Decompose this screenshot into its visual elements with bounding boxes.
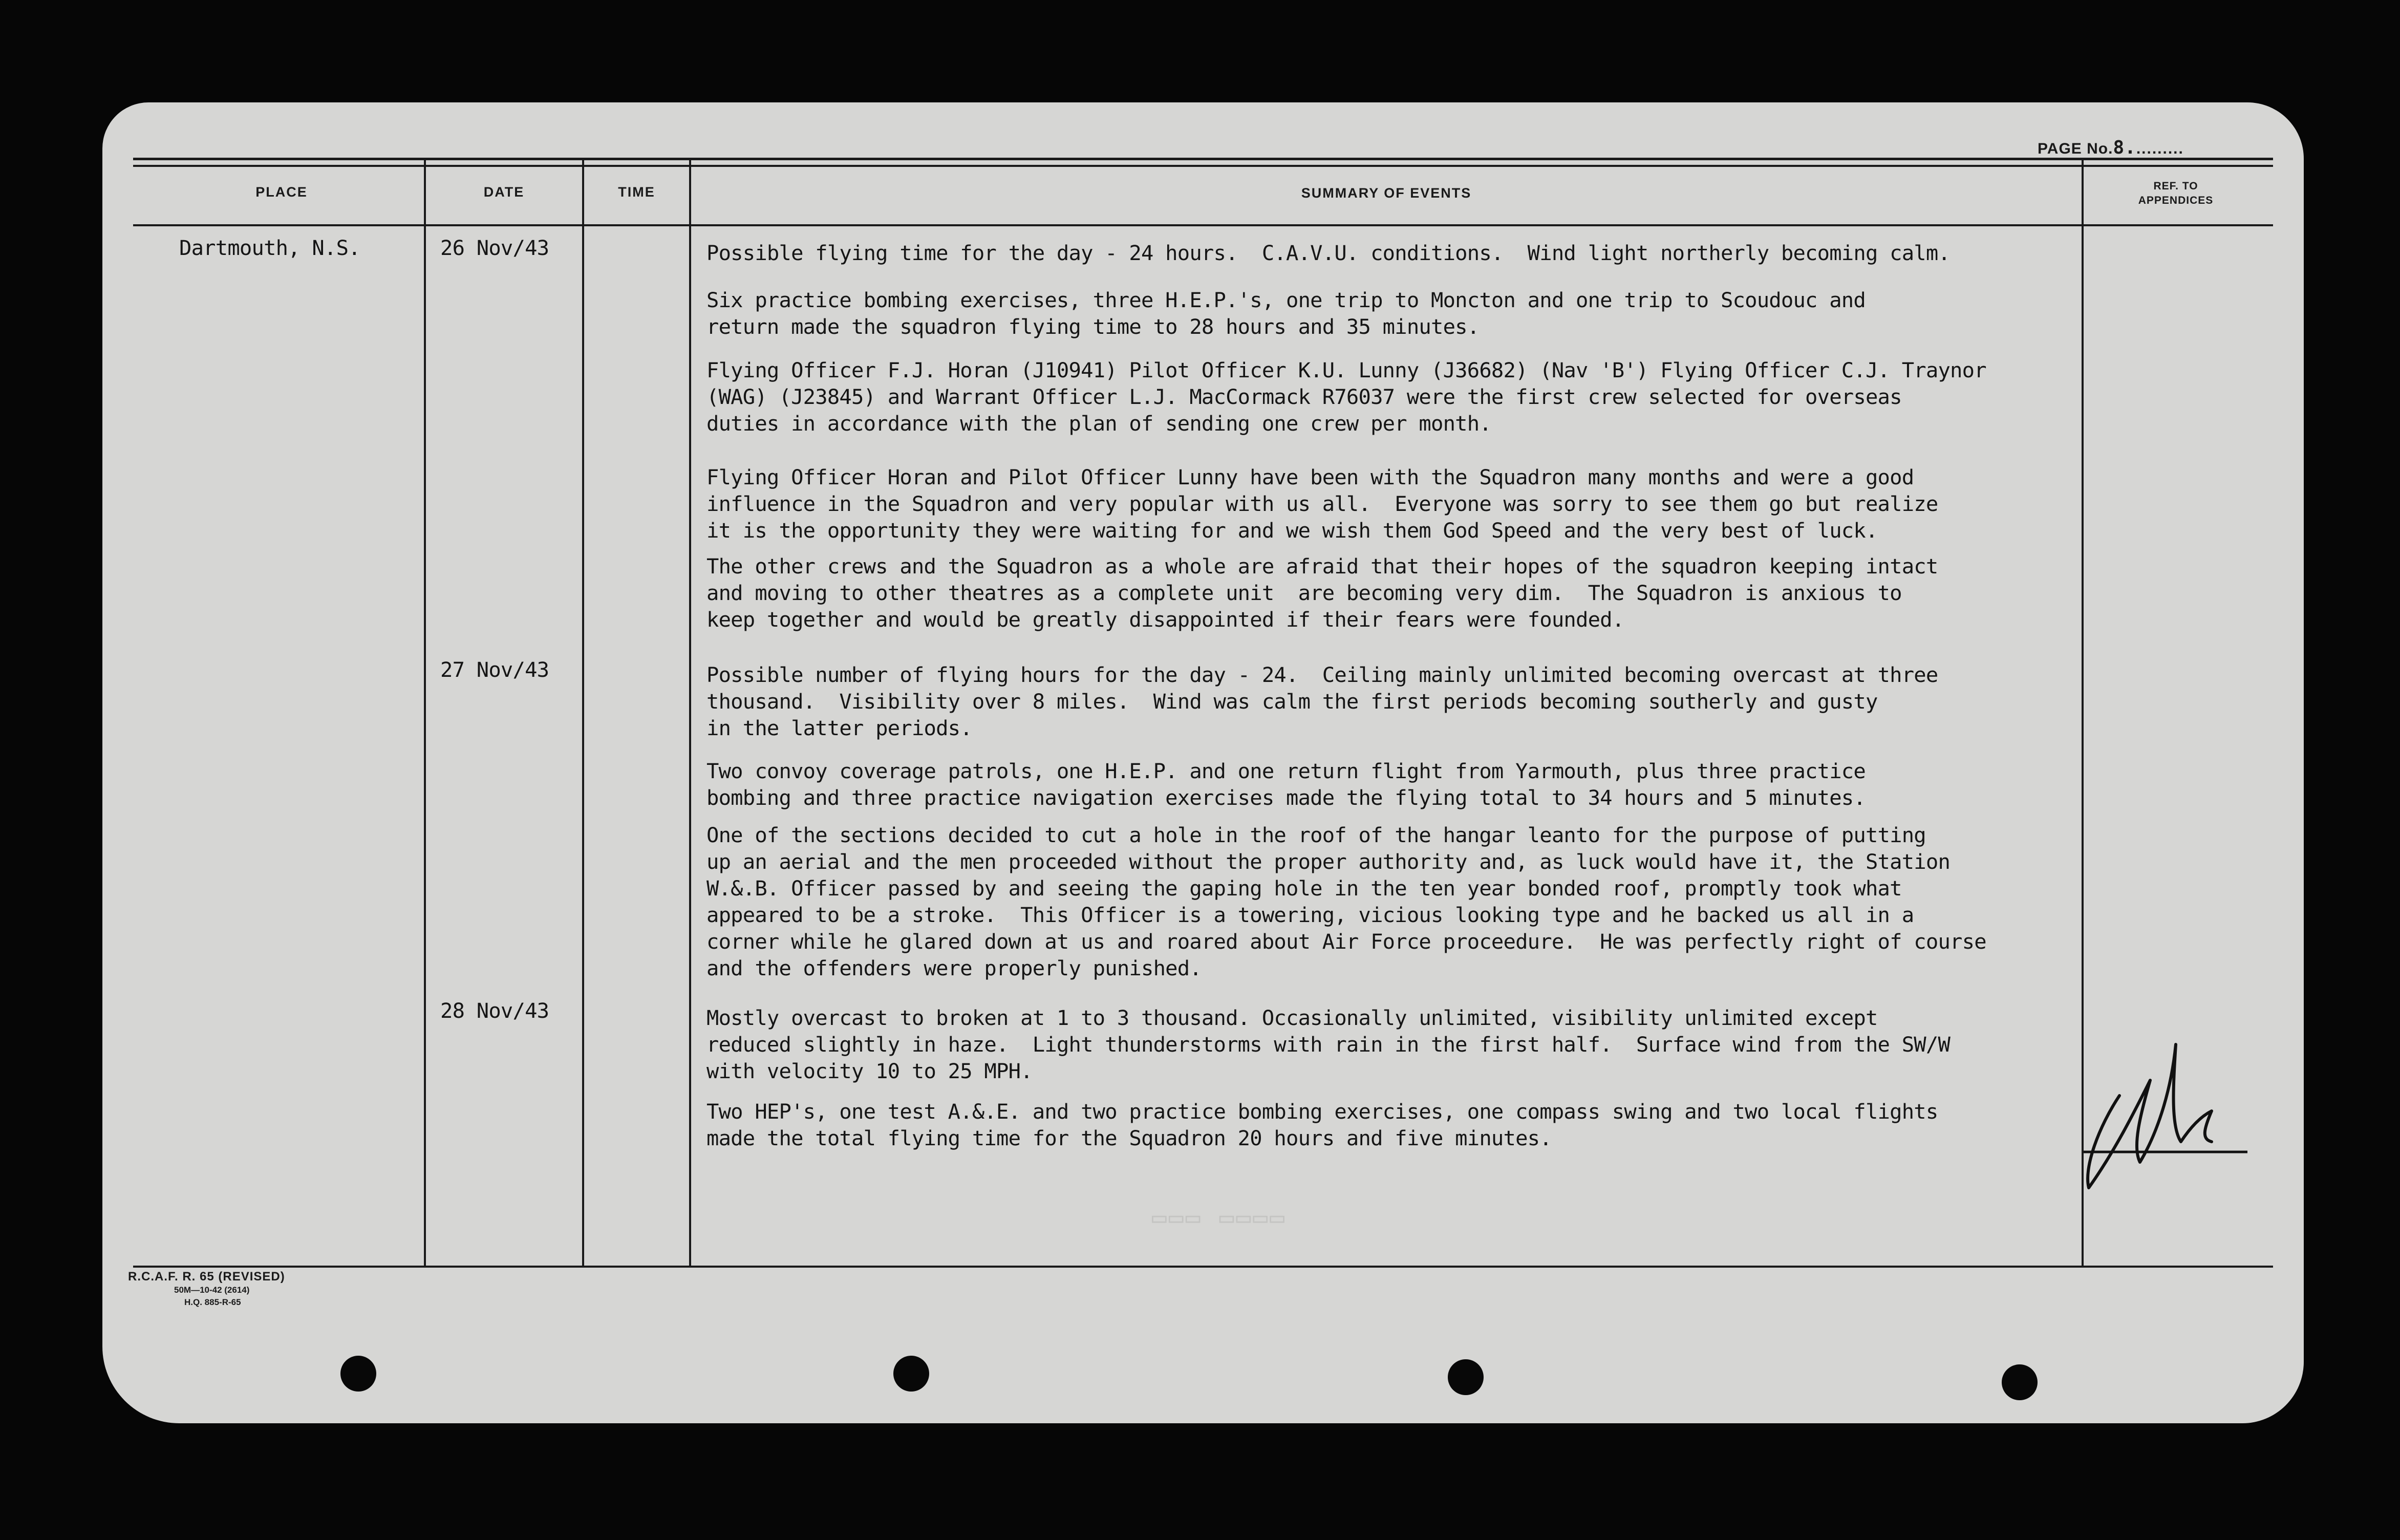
page-number-label: PAGE No. xyxy=(2038,140,2113,157)
form-hq-code: H.Q. 885-R-65 xyxy=(184,1297,241,1307)
top-rule xyxy=(133,158,2273,160)
handwritten-initials-signature xyxy=(2084,1034,2268,1208)
event-entry: Mostly overcast to broken at 1 to 3 thousand. Occasionally unlimited, visibility unlimited except reduced slightly in haze. Light thunderstorms with rain in the first half. Surface wind from the SW/W with velocity 10 to 25 MPH. xyxy=(706,1006,1951,1083)
place-cell: Dartmouth, N.S. xyxy=(179,236,360,260)
binder-hole xyxy=(1448,1359,1484,1395)
event-entry: Flying Officer Horan and Pilot Officer Lunny have been with the Squadron many months and were a good influence in the Squadron and very popular with us all. Everyone was sorry to see them go but realize it is the opportunity they were waiting for and we wish them God Speed and the very best of luck. xyxy=(706,465,1938,543)
binder-hole xyxy=(2002,1364,2038,1400)
column-header-ref-line2: APPENDICES xyxy=(2138,195,2214,206)
binder-hole xyxy=(340,1356,376,1392)
binder-hole xyxy=(893,1356,929,1392)
date-cell: 26 Nov/43 xyxy=(440,236,549,260)
time-divider xyxy=(689,160,691,1266)
event-entry: One of the sections decided to cut a hole in the roof of the hangar leanto for the purpose of putting up an aerial and the men proceeded without the proper authority and, as luck would have it, the Station W.&.B. Officer passed by and seeing the gaping hole in the ten year bonded roof, promptly took what appeared to be a stroke. This Officer is a towering, vicious looking type and he backed us all in a corner while he glared down at us and roared about Air Force proceedure. He was perfectly right of course and the offenders were properly punished. xyxy=(706,823,1986,980)
ghost-print-through: ▭▭▭ ▭▭▭▭ xyxy=(1152,1203,1287,1232)
place-divider xyxy=(424,160,426,1266)
column-header-place: PLACE xyxy=(255,184,308,200)
column-header-ref-line1: REF. TO xyxy=(2153,180,2198,192)
page-number-dots: ......... xyxy=(2136,140,2184,157)
column-header-summary: SUMMARY OF EVENTS xyxy=(1301,185,1472,201)
form-sheet xyxy=(102,102,2304,1423)
column-header-date: DATE xyxy=(483,184,525,200)
column-header-ref xyxy=(2084,179,2268,208)
form-code-footer xyxy=(128,1270,285,1309)
event-entry: Possible number of flying hours for the day - 24. Ceiling mainly unlimited becoming overcast at three thousand. Visibility over 8 miles. Wind was calm the first periods becoming southerly and gusty in the latter periods. xyxy=(706,662,1938,740)
form-print-code: 50M—10-42 (2614) xyxy=(174,1285,250,1295)
event-entry: Six practice bombing exercises, three H.E.P.'s, one trip to Moncton and one trip to Scoudouc and return made the squadron flying time to 28 hours and 35 minutes. xyxy=(706,288,1866,339)
form-code: R.C.A.F. R. 65 (REVISED) xyxy=(128,1270,285,1284)
footer-rule xyxy=(133,1266,2273,1268)
event-entry: Two convoy coverage patrols, one H.E.P. and one return flight from Yarmouth, plus three practice bombing and three practice navigation exercises made the flying total to 34 hours and 5 minutes. xyxy=(706,759,1866,810)
event-entry: Flying Officer F.J. Horan (J10941) Pilot Officer K.U. Lunny (J36682) (Nav 'B') Flying Officer C.J. Traynor (WAG) (J23845) and Warrant Officer L.J. MacCormack R76037 were the first crew selected for overseas duties in accordance with the plan of sending one crew per month. xyxy=(706,358,1986,436)
date-cell: 27 Nov/43 xyxy=(440,657,549,682)
page-number xyxy=(2038,137,2184,158)
date-divider xyxy=(582,160,584,1266)
event-entry: Two HEP's, one test A.&.E. and two practice bombing exercises, one compass swing and two local flights made the total flying time for the Squadron 20 hours and five minutes. xyxy=(706,1099,1938,1150)
event-entry: The other crews and the Squadron as a whole are afraid that their hopes of the squadron keeping intact and moving to other theatres as a complete unit are becoming very dim. The Squadron is anxious to keep together and would be greatly disappointed if their fears were founded. xyxy=(706,554,1938,632)
event-entry: Possible flying time for the day - 24 hours. C.A.V.U. conditions. Wind light northerly becoming calm. xyxy=(706,241,1951,265)
header-bottom-rule xyxy=(133,224,2273,226)
date-cell: 28 Nov/43 xyxy=(440,998,549,1023)
header-rule xyxy=(133,165,2273,167)
page-number-value: 8. xyxy=(2113,137,2136,158)
column-header-time: TIME xyxy=(618,184,655,200)
